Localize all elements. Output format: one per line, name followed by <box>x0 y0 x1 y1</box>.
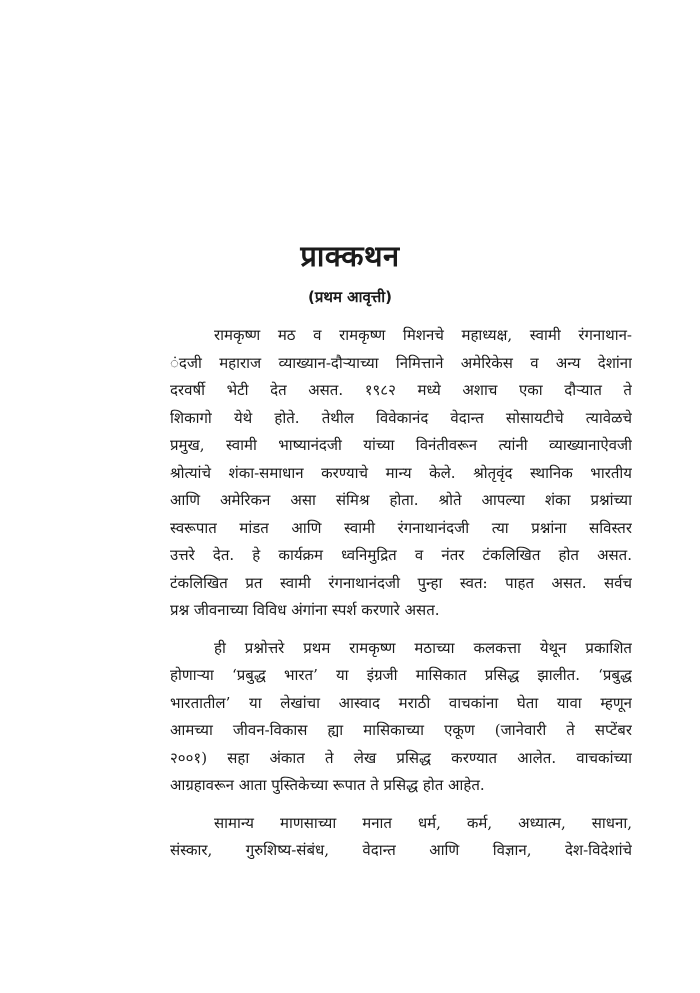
text-line: उत्तरे देत. हे कार्यक्रम ध्वनिमुद्रित व नंतर टंकलिखित होत असत. <box>170 546 632 564</box>
paragraph-2 <box>170 635 632 800</box>
text-line: प्रश्न जीवनाच्या विविध अंगांना स्पर्श करणारे असत. <box>170 601 440 619</box>
text-line: ंदजी महाराज व्याख्यान-दौऱ्याच्या निमित्ताने अमेरिकेस व अन्य देशांना <box>170 353 632 372</box>
text-line: प्रमुख, स्वामी भाष्यानंदजी यांच्या विनंतीवरून त्यांनी व्याख्यानाऐवजी <box>170 436 632 454</box>
text-line: २००१) सहा अंकात ते लेख प्रसिद्ध करण्यात आलेत. वाचकांच्या <box>170 748 632 767</box>
text-line: दरवर्षी भेटी देत असत. १९८२ मध्ये अशाच एका दौऱ्यात ते <box>170 381 632 399</box>
page-subtitle: (प्रथम आवृत्ती) <box>308 288 392 306</box>
text-line: आग्रहावरून आता पुस्तिकेच्या रूपात ते प्रसिद्ध होत आहेत. <box>170 776 485 794</box>
paragraph-1 <box>170 322 632 625</box>
text-line: भारतातील’ या लेखांचा आस्वाद मराठी वाचकांना घेता यावा म्हणून <box>170 693 632 712</box>
text-line: रामकृष्ण मठ व रामकृष्ण मिशनचे महाध्यक्ष, स्वामी रंगनाथान- <box>214 326 632 344</box>
text-line: ही प्रश्नोत्तरे प्रथम रामकृष्ण मठाच्या कलकत्ता येथून प्रकाशित <box>214 638 632 657</box>
text-line: स्वरूपात मांडत आणि स्वामी रंगनाथानंदजी त्या प्रश्नांना सविस्तर <box>170 518 632 537</box>
body-text <box>170 322 632 875</box>
paragraph-3 <box>170 810 632 865</box>
page-title: प्राक्कथन <box>300 239 400 273</box>
text-line: आमच्या जीवन-विकास ह्या मासिकाच्या एकूण (जानेवारी ते सप्टेंबर <box>170 721 632 739</box>
text-line: श्रोत्यांचे शंका-समाधान करण्याचे मान्य केले. श्रोतृवृंद स्थानिक भारतीय <box>170 463 632 482</box>
text-line: टंकलिखित प्रत स्वामी रंगनाथानंदजी पुन्हा स्वत: पाहत असत. सर्वच <box>170 573 632 592</box>
text-line: आणि अमेरिकन असा संमिश्र होता. श्रोते आपल्या शंका प्रश्नांच्या <box>170 491 632 509</box>
text-line: सामान्य माणसाच्या मनात धर्म, कर्म, अध्यात्म, साधना, <box>214 813 632 832</box>
text-line: शिकागो येथे होते. तेथील विवेकानंद वेदान्त सोसायटीचे त्यावेळचे <box>170 408 632 427</box>
text-line: होणाऱ्या ‘प्रबुद्ध भारत’ या इंग्रजी मासिकात प्रसिद्ध झालीत. ‘प्रबुद्ध <box>170 666 632 684</box>
text-line: संस्कार, गुरुशिष्य-संबंध, वेदान्त आणि विज्ञान, देश-विदेशांचे <box>170 841 632 859</box>
